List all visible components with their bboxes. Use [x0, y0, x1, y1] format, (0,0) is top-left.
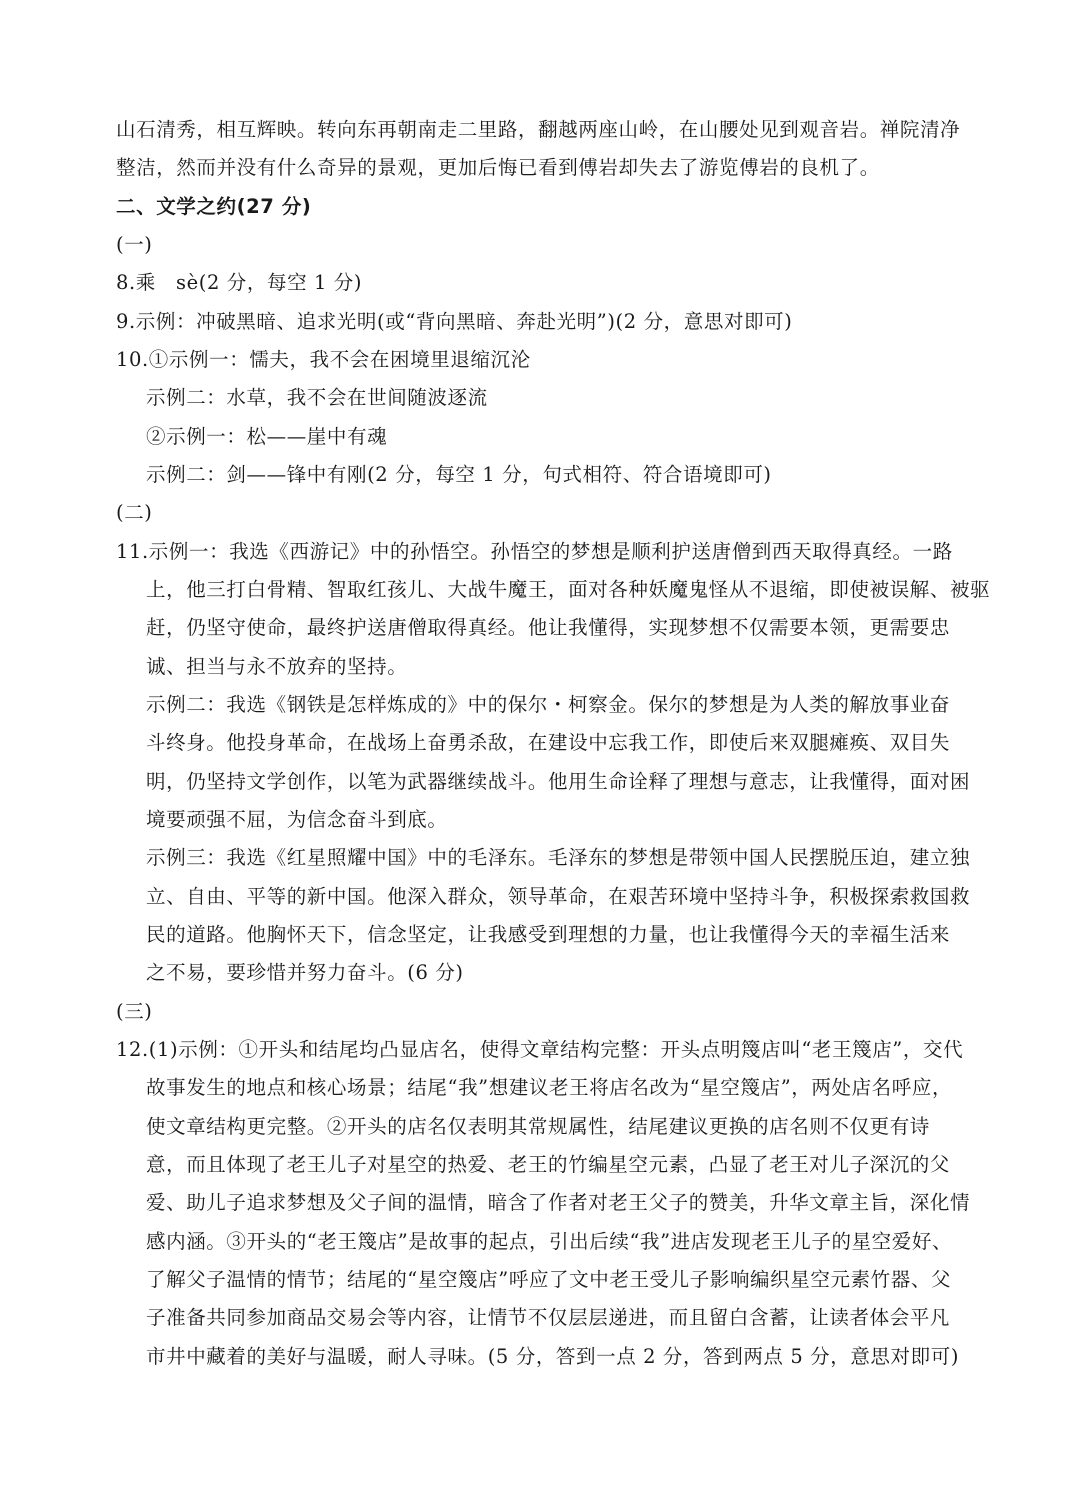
answer-10-line: ②示例一：松——崖中有魂: [146, 425, 388, 448]
subsection-label: (一): [116, 233, 153, 256]
answer-10: 10.①示例一：懦夫，我不会在困境里退缩沉沦: [116, 348, 531, 371]
answer-9: 9.示例：冲破黑暗、追求光明(或“背向黑暗、奔赴光明”)(2 分，意思对即可): [116, 310, 793, 333]
answer-11-line: 立、自由、平等的新中国。他深入群众，领导革命，在艰苦环境中坚持斗争，积极探索救国救: [146, 885, 971, 908]
answer-12-line: 了解父子温情的情节；结尾的“星空篾店”呼应了文中老王受儿子影响编织星空元素竹器、父: [146, 1268, 952, 1291]
answer-11-line: 民的道路。他胸怀天下，信念坚定，让我感受到理想的力量，也让我懂得今天的幸福生活来: [146, 923, 951, 946]
answer-12-line: 故事发生的地点和核心场景；结尾“我”想建议老王将店名改为“星空篾店”，两处店名呼应，: [146, 1076, 953, 1099]
answer-12-line: 感内涵。③开头的“老王篾店”是故事的起点，引出后续“我”进店发现老王儿子的星空爱好、: [146, 1230, 953, 1253]
section-heading: 二、文学之约(27 分): [116, 195, 312, 218]
answer-12-line: 爱、助儿子追求梦想及父子间的温情，暗含了作者对老王父子的赞美，升华文章主旨，深化情: [146, 1191, 971, 1214]
answer-12-line: 子准备共同参加商品交易会等内容，让情节不仅层层递进，而且留白含蓄，让读者体会平凡: [146, 1306, 951, 1329]
answer-11-line: 示例三：我选《红星照耀中国》中的毛泽东。毛泽东的梦想是带领中国人民摆脱压迫，建立独: [146, 846, 971, 869]
answer-10-line: 示例二：水草，我不会在世间随波逐流: [146, 386, 488, 409]
subsection-label: (二): [116, 501, 153, 524]
subsection-label: (三): [116, 1000, 153, 1023]
answer-12: 12.(1)示例：①开头和结尾均凸显店名，使得文章结构完整：开头点明篾店叫“老王篾店”，交代: [116, 1038, 964, 1061]
answer-11-line: 赶，仍坚守使命，最终护送唐僧取得真经。他让我懂得，实现梦想不仅需要本领，更需要忠: [146, 616, 951, 639]
answer-11-line: 明，仍坚持文学创作，以笔为武器继续战斗。他用生命诠释了理想与意志，让我懂得，面对困: [146, 770, 971, 793]
answer-11-line: 境要顽强不屈，为信念奋斗到底。: [146, 808, 448, 831]
answer-11-line: 诚、担当与永不放弃的坚持。: [146, 655, 408, 678]
answer-12-line: 使文章结构更完整。②开头的店名仅表明其常规属性，结尾建议更换的店名则不仅更有诗: [146, 1115, 930, 1138]
answer-12-line: 意，而且体现了老王儿子对星空的热爱、老王的竹编星空元素，凸显了老王对儿子深沉的父: [146, 1153, 951, 1176]
answer-11-line: 之不易，要珍惜并努力奋斗。(6 分): [146, 961, 464, 984]
answer-11-line: 上，他三打白骨精、智取红孩儿、大战牛魔王，面对各种妖魔鬼怪从不退缩，即使被误解、被驱: [146, 578, 991, 601]
answer-8: 8.乘 sè(2 分，每空 1 分): [116, 271, 363, 294]
text-line: 山石清秀，相互辉映。转向东再朝南走二里路，翻越两座山岭，在山腰处见到观音岩。禅院清净: [116, 118, 961, 141]
answer-11-line: 斗终身。他投身革命，在战场上奋勇杀敌，在建设中忘我工作，即使后来双腿瘫痪、双目失: [146, 731, 951, 754]
answer-11-line: 示例二：我选《钢铁是怎样炼成的》中的保尔・柯察金。保尔的梦想是为人类的解放事业奋: [146, 693, 951, 716]
answer-10-line: 示例二：剑——锋中有刚(2 分，每空 1 分，句式相符、符合语境即可): [146, 463, 772, 486]
answer-12-line: 市井中藏着的美好与温暖，耐人寻味。(5 分，答到一点 2 分，答到两点 5 分，意思对即可): [146, 1345, 960, 1368]
text-line: 整洁，然而并没有什么奇异的景观，更加后悔已看到傅岩却失去了游览傅岩的良机了。: [116, 156, 880, 179]
answer-11: 11.示例一：我选《西游记》中的孙悟空。孙悟空的梦想是顺利护送唐僧到西天取得真经。一路: [116, 540, 953, 563]
